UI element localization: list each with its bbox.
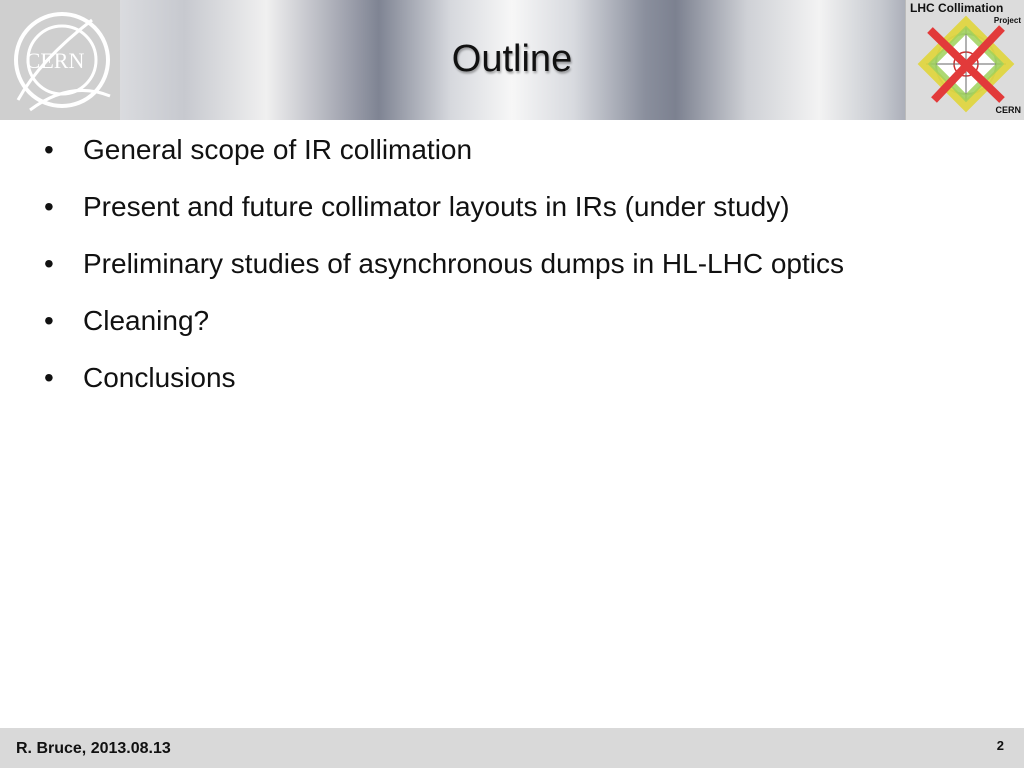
lhc-logo-org: CERN bbox=[995, 105, 1021, 115]
cern-logo-text: CERN bbox=[25, 48, 85, 73]
slide-title: Outline bbox=[451, 38, 573, 80]
bullet-icon: • bbox=[44, 134, 54, 165]
footer-author-date: R. Bruce, 2013.08.13 bbox=[16, 740, 171, 757]
bullet-text: Present and future collimator layouts in IRs (under study) bbox=[83, 191, 790, 222]
bullet-text: General scope of IR collimation bbox=[83, 134, 473, 165]
page-number: 2 bbox=[996, 738, 1004, 753]
bullet-text: Preliminary studies of asynchronous dumps in HL-LHC optics bbox=[83, 248, 844, 279]
lhc-logo-title: LHC Collimation bbox=[910, 1, 1004, 15]
slide-header-banner bbox=[0, 0, 1024, 120]
lhc-collimation-logo bbox=[905, 0, 1024, 120]
bullet-icon: • bbox=[44, 305, 54, 336]
lhc-logo-subtitle: Project bbox=[993, 16, 1021, 25]
slide-footer bbox=[0, 728, 1024, 768]
bullet-icon: • bbox=[44, 362, 54, 393]
bullet-icon: • bbox=[44, 191, 54, 222]
bullet-text: Cleaning? bbox=[83, 305, 210, 336]
bullet-text: Conclusions bbox=[83, 362, 236, 393]
bullet-icon: • bbox=[44, 248, 54, 279]
